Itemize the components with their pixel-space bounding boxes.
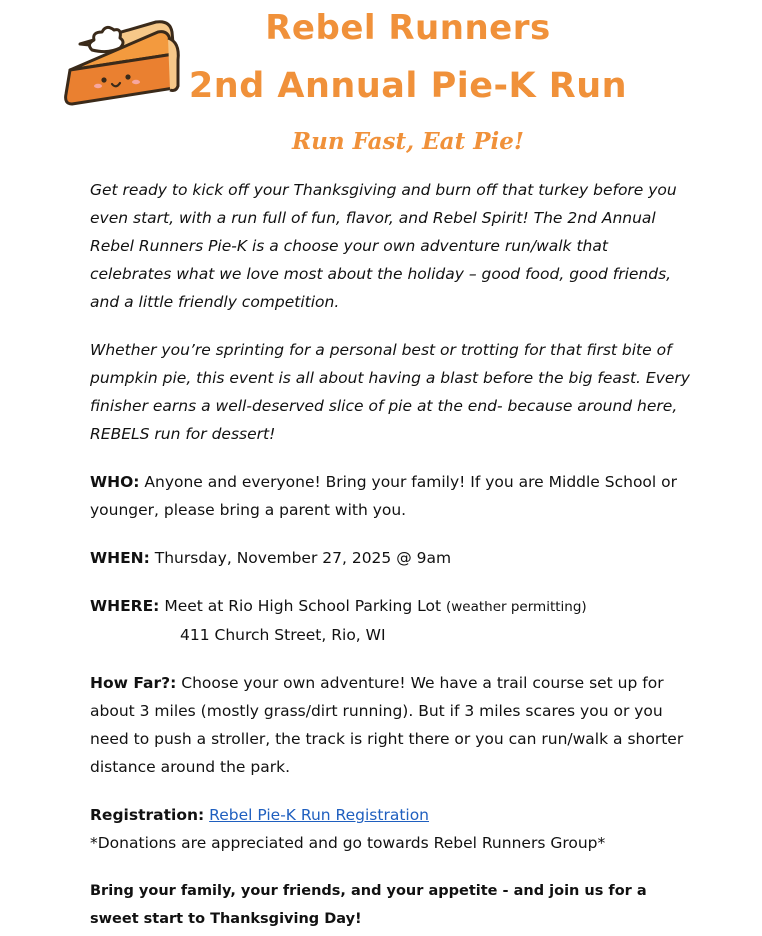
- registration-section: [90, 801, 690, 857]
- who-label: WHO:: [90, 473, 140, 491]
- how-far-section: [90, 669, 690, 781]
- where-label: WHERE:: [90, 597, 160, 615]
- registration-label: Registration:: [90, 806, 205, 824]
- when-label: WHEN:: [90, 549, 150, 567]
- title-line-1: Rebel Runners: [265, 8, 551, 48]
- where-section: [90, 592, 690, 649]
- how-far-text: Choose your own adventure! We have a trail course set up for about 3 miles (mostly grass/dirt running). But if 3 miles scares you or you need to push a stroller, the track is right there or you can run/walk a shorter distance around the park.: [90, 674, 684, 776]
- registration-link[interactable]: Rebel Pie-K Run Registration: [209, 806, 430, 824]
- where-note: (weather permitting): [445, 599, 587, 615]
- closing-statement: Bring your family, your friends, and your appetite - and join us for a sweet start to Thanksgiving Day!: [90, 883, 647, 927]
- intro-paragraph-2: Whether you’re sprinting for a personal best or trotting for that first bite of pumpkin pie, this event is all about having a blast before the big feast. Every finisher earns a well-deserved slice of pie at the end- because around here, REBELS run for dessert!: [90, 341, 690, 443]
- how-far-label: How Far?:: [90, 674, 177, 692]
- tagline: Run Fast, Eat Pie!: [292, 128, 524, 155]
- title-line-2: 2nd Annual Pie-K Run: [188, 66, 628, 106]
- intro-paragraph-1: Get ready to kick off your Thanksgiving and burn off that turkey before you even start, with a run full of fun, flavor, and Rebel Spirit! The 2nd Annual Rebel Runners Pie-K is a choose your own adventure run/walk that celebrates what we love most about the holiday – good food, good friends, and a little friendly competition.: [90, 181, 677, 311]
- donations-note: *Donations are appreciated and go towards Rebel Runners Group*: [90, 834, 606, 852]
- when-section: [90, 544, 690, 572]
- flyer-body: [90, 176, 690, 933]
- who-text: Anyone and everyone! Bring your family! If you are Middle School or younger, please bring a parent with you.: [90, 473, 678, 519]
- who-section: [90, 468, 690, 524]
- when-text: Thursday, November 27, 2025 @ 9am: [154, 549, 452, 567]
- where-text: Meet at Rio High School Parking Lot: [164, 597, 442, 615]
- where-address: 411 Church Street, Rio, WI: [180, 626, 386, 644]
